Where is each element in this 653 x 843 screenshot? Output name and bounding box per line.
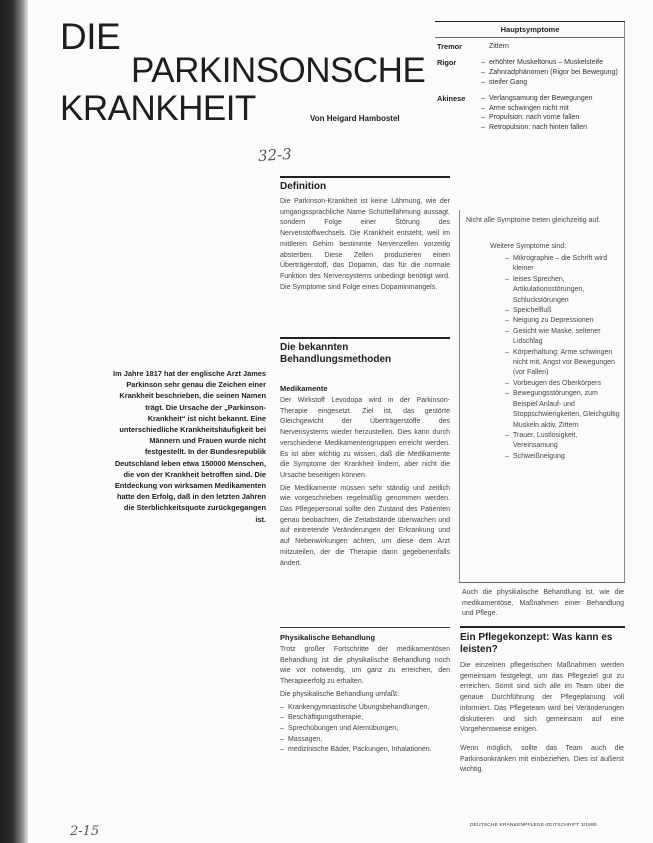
symptom-row: Akinese – Verlangsamung der Bewegungen – Arme schwingen nicht mit – Propulsion: nach vorne fallen – Retropulsion: nach hinten fallen	[437, 93, 593, 132]
paragraph: Die physikalische Behandlung umfaßt:	[280, 690, 400, 698]
methods-heading: Die bekannten Behandlungsmethoden	[280, 342, 392, 365]
symptoms-top-rule	[435, 21, 625, 22]
physio-heading: Physikalische Behandlung	[280, 633, 376, 642]
symptom-item: steifer Gang	[489, 78, 528, 86]
definition-heading: Definition	[280, 181, 327, 192]
symptom-item: erhöhter Muskeltonus – Muskelsteife	[489, 58, 603, 66]
medikamente-text	[280, 396, 450, 571]
list-item: – Neigung zu Depressionen	[505, 317, 594, 325]
handwritten-note-top: 32-3	[257, 144, 293, 166]
symptom-item: Zahnradphänomen (Rigor bei Bewegung)	[489, 68, 618, 76]
list-item: – Bewegungsstörungen, zum Beispiel Anlauf- und Stoppschwierigkeiten, Gleichgültig Muskeln aktiv, Zittern	[505, 390, 620, 429]
symptoms-heading-rule	[435, 37, 625, 38]
handwritten-note-bottom: 2-15	[70, 824, 100, 839]
list-item: – medizinische Bäder, Packungen, Inhalationen.	[280, 746, 432, 754]
list-item: – Trauer, Lustlosigkeit, Vereinsamung	[505, 431, 578, 450]
symptom-label: Tremor	[437, 42, 463, 51]
paragraph: Der Wirkstoff Levodopa wird in der Parkinson-Therapie eingesetzt. Ziel ist, das gestörte Gleichgewicht der Überträgerstoffe des Nervensystems wieder herzustellen. Dies kann durch verschiedene Medikamentengruppen erreicht werden. Es ist aber wichtig zu wissen, daß die Medikamente die Symptome der Krankheit lindern, aber nicht die Ursache beseitigen können.	[280, 397, 450, 479]
methods-rule	[280, 337, 450, 339]
symptom-item: Verlangsamung der Bewegungen	[489, 94, 593, 102]
definition-text: Die Parkinson-Krankheit ist keine Lähmung, wie der umgangssprachliche Name Schüttellähmung aussagt, sondern Folge einer Störung des Nervenstoffwechsels. Die Krankheit entsteht, weil im mittleren Gehirn bestimmte Nervenzellen vorzeitig absterben. Diese Zellen produzieren einen Überträgerstoff, das Dopamin, das für die normale Funktion des Nervensystems unbedingt benötigt wird. Die Symptome sind Folge eines Dopaminmangels.	[280, 198, 450, 291]
page-footer: DEUTSCHE KRANKENPFLEGE-ZEITSCHRIFT 3/1990	[470, 823, 597, 828]
symptom-item: Propulsion: nach vorne fallen	[489, 114, 580, 122]
symptoms-closing: Auch die physikalische Behandlung ist, wie die medikamentöse, Maßnahmen einer Behandlung und Pflege.	[462, 589, 624, 618]
symptom-row: Rigor – erhöhter Muskeltonus – Muskelsteife – Zahnradphänomen (Rigor bei Bewegung) – steifer Gang	[437, 57, 618, 86]
medikamente-heading: Medikamente	[280, 384, 328, 393]
further-symptoms-heading: Weitere Symptome sind:	[490, 243, 567, 250]
title-line-3: KRANKHEIT	[60, 89, 256, 128]
list-item: – Massagen,	[280, 735, 323, 743]
nonmotor-intro: Nicht alle Symptome treten gleichzeitig auf.	[466, 217, 601, 224]
list-item: – Schweißneigung	[505, 452, 565, 460]
further-symptoms-list	[505, 254, 623, 462]
list-item: – Beschäftigungstherapie,	[280, 714, 364, 722]
symptom-item: Retropulsion: nach hinten fallen	[489, 124, 588, 132]
symptoms-frame-bottom	[459, 582, 625, 583]
list-item: – Sprechübungen und Atemübungen,	[280, 724, 399, 732]
list-item: – Mikrographie – die Schrift wird kleiner	[505, 255, 608, 273]
list-item: – Krankengymnastische Übungsbehandlungen,	[280, 703, 430, 711]
title-line-1: DIE	[60, 16, 121, 57]
symptom-item: Zittern	[489, 43, 509, 50]
pflege-rule	[460, 626, 625, 628]
symptom-item: Arme schwingen nicht mit	[489, 104, 569, 112]
list-item: – leises Sprechen, Artikulationsstörungen, Schluckstörungen	[505, 275, 585, 304]
symptom-label: Rigor	[437, 57, 457, 67]
symptoms-frame-right	[624, 22, 625, 582]
byline: Von Heigard Hambostel	[310, 114, 400, 123]
symptoms-heading: Hauptsymptome	[500, 25, 560, 34]
title-line-2: PARKINSONSCHE	[131, 51, 426, 90]
paragraph: Die Medikamente müssen sehr ständig und zeitlich wie vorgeschrieben regelmäßig genommen werden. Das Pflegepersonal sollte den Zustand des Patienten genau beobachten, die Zeitabstände überwachen und auf eintretende Veränderungen der Erkrankung und auf Nebenwirkungen achten, um diese dem Arzt mitzuteilen, der die Therapie dann gegebenenfalls ändert.	[280, 484, 450, 567]
symptoms-table	[437, 42, 625, 135]
paragraph: Wenn möglich, sollte das Team auch die Parkinsonkranken mit einbeziehen. Dies ist äußerst wichtig.	[460, 744, 624, 774]
list-item: – Körperhaltung: Arme schwingen nicht mit, Angst vor Bewegungen (vor Fallen)	[505, 348, 615, 377]
pflege-text	[460, 661, 624, 778]
symptom-label: Akinese	[437, 93, 466, 103]
paragraph: Die einzelnen pflegerischen Maßnahmen werden gemeinsam festgelegt, um das Pflegeziel gut zu erreichen. Somit sind sich alle im Team über die genaue Durchführung der Pflegeplanung voll informiert. Das Pflegeteam wird bei Veränderungen diskutieren und sich gemeinsam auf eine Vorgehensweise einigen.	[460, 662, 624, 734]
physio-text	[280, 645, 450, 756]
definition-rule	[280, 176, 450, 178]
symptom-row	[437, 42, 625, 52]
list-item: – Vorbeugen des Oberkörpers	[505, 379, 601, 387]
intro-text: Im Jahre 1817 hat der englische Arzt James Parkinson sehr genau die Zeichen einer Krankheit beschrieben, die seinen Namen trägt. Die Ursache der „Parkinson-Krankheit“ ist nicht bekannt. Eine unterschiedliche Krankheitshäufigkeit bei Männern und Frauen wurde nicht festgestellt. In der Bundesrepublik Deutschland leben etwa 150000 Menschen, die von der Krankheit betroffen sind. Die Entdeckung von wirksamen Medikamenten hatte den Erfolg, daß in den letzten Jahren die Sterblichkeitsquote zurückgegangen ist.	[113, 369, 266, 524]
book-spine-shadow	[0, 0, 28, 843]
paragraph: Trotz großer Fortschritte der medikamentösen Behandlung ist die physikalische Behandlung noch wie vor notwendig, um ganz zu erreichen, den Therapieerfolg zu erhalten.	[280, 646, 450, 686]
symptoms-frame-left	[459, 210, 460, 582]
pflege-heading: Ein Pflegekonzept: Was kann es leisten?	[460, 632, 613, 655]
physio-rule	[280, 627, 450, 628]
list-item: – Gesicht wie Maske, seltener Lidschlag	[505, 327, 601, 346]
list-item: – Speichelfluß	[505, 307, 552, 315]
